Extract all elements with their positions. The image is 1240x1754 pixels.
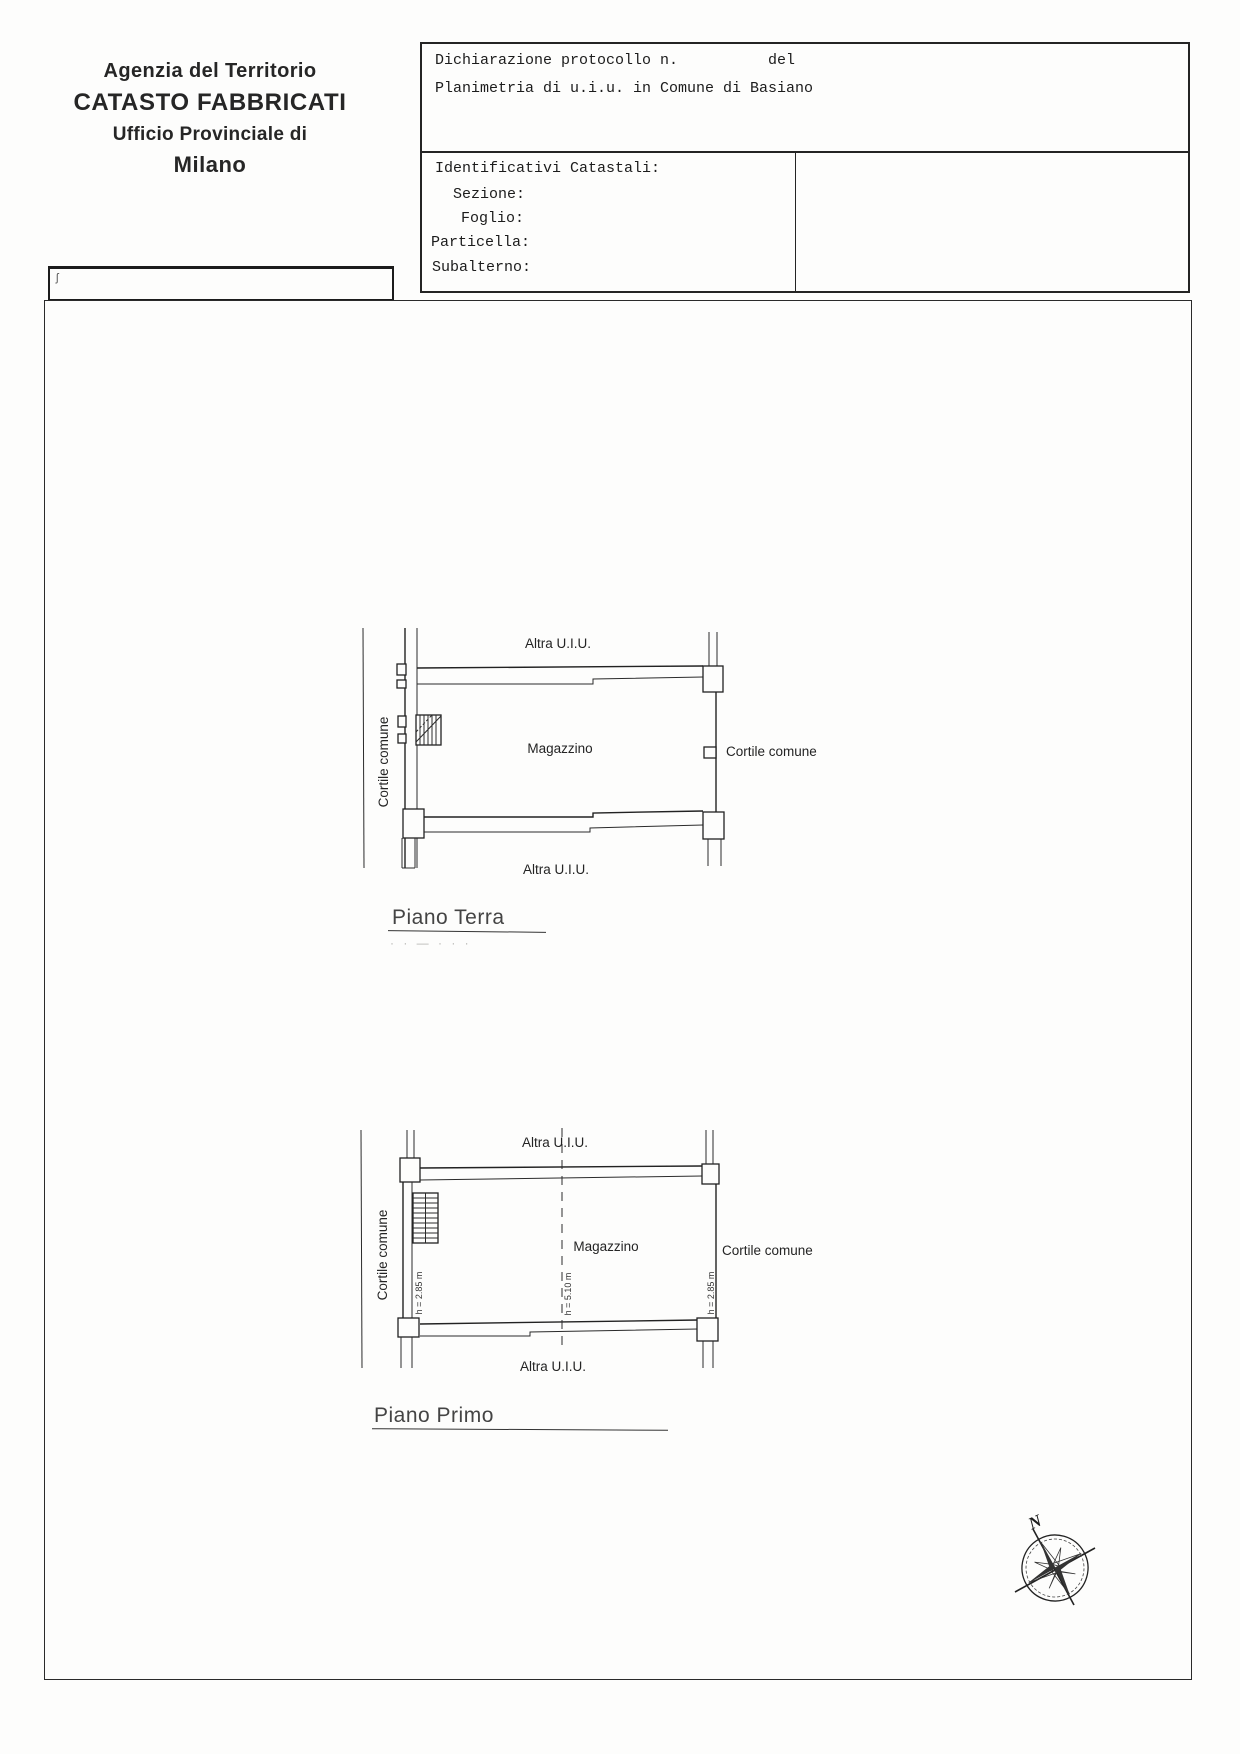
primo-block-bottom-left — [398, 1318, 419, 1337]
primo-cortile-right-label: Cortile comune — [722, 1243, 813, 1258]
piano-primo-title: Piano Primo — [374, 1404, 494, 1427]
primo-bottom-wall-outer — [420, 1320, 698, 1324]
terra-pillar-bottom-right — [703, 812, 724, 839]
primo-height-right: h = 2.85 m — [706, 1271, 716, 1315]
agency-line-4: Milano — [173, 152, 247, 177]
terra-wall-notch-4 — [398, 734, 406, 743]
terra-wall-notch-3 — [398, 716, 406, 727]
primo-strip-below-right — [703, 1341, 713, 1368]
terra-right-door-notch — [704, 747, 716, 758]
terra-stairs — [416, 715, 441, 745]
primo-stairs — [413, 1193, 438, 1243]
terra-boundary-line — [363, 628, 364, 868]
agency-line-1: Agenzia del Territorio — [103, 60, 317, 82]
primo-strip-below-left — [401, 1337, 412, 1368]
agency-header — [40, 60, 380, 178]
primo-room-label: Magazzino — [573, 1239, 639, 1254]
agency-line-2: CATASTO FABBRICATI — [73, 89, 347, 116]
terra-block-bottom-left — [403, 809, 424, 838]
terra-strip-above-pillar — [709, 632, 717, 666]
primo-left-junction-block — [400, 1158, 420, 1182]
primo-altra-top-label: Altra U.I.U. — [521, 1135, 589, 1150]
piano-terra-cropped-text: · · — · · · — [390, 936, 472, 945]
piano-terra-plan — [340, 620, 860, 890]
terra-bottom-wall-inner — [424, 825, 703, 832]
primo-bottom-wall-inner — [420, 1329, 698, 1336]
terra-cortile-left-label: Cortile comune — [376, 716, 391, 808]
terra-pillar-top-right — [703, 666, 723, 692]
terra-altra-bottom-label: Altra U.I.U. — [522, 862, 590, 877]
primo-boundary-line — [361, 1130, 362, 1368]
protocol-del-label: del — [768, 52, 796, 69]
primo-pillar-bottom-right — [697, 1318, 718, 1341]
identifiers-divider — [795, 153, 796, 291]
identifiers-subalterno: Subalterno: — [432, 259, 532, 276]
terra-wall-notch-2 — [397, 680, 406, 688]
primo-cortile-left-label: Cortile comune — [375, 1209, 390, 1301]
primo-altra-bottom-label: Altra U.I.U. — [519, 1359, 587, 1374]
drawing-frame — [44, 300, 1192, 1680]
declaration-box — [420, 42, 1190, 152]
piano-terra-title: Piano Terra — [392, 906, 505, 929]
identifiers-particella: Particella: — [431, 234, 531, 251]
terra-top-wall-outer — [417, 666, 703, 668]
terra-wall-notch-1 — [397, 664, 406, 675]
compass-star — [1010, 1523, 1100, 1613]
agency-line-3: Ufficio Provinciale di — [112, 124, 308, 145]
terra-cortile-right-label: Cortile comune — [726, 744, 817, 759]
cadastral-identifiers-box — [420, 152, 1190, 293]
identifiers-foglio: Foglio: — [461, 210, 525, 227]
terra-strip-below-right — [708, 839, 721, 866]
piano-primo-plan — [340, 1120, 860, 1380]
primo-height-left: h = 2.85 m — [414, 1271, 424, 1315]
terra-room-label: Magazzino — [527, 741, 593, 756]
terra-bottom-wall-outer — [424, 811, 703, 817]
primo-top-wall-inner — [420, 1176, 702, 1180]
terra-top-wall-inner — [417, 677, 703, 684]
identifiers-sezione: Sezione: — [453, 186, 526, 203]
identifiers-title: Identificativi Catastali: — [435, 160, 661, 177]
corner-mark: ʃ — [56, 272, 59, 284]
primo-height-center: h = 5.10 m — [563, 1272, 573, 1316]
primo-left-strip-top — [407, 1130, 414, 1158]
primo-pillar-top-right — [702, 1164, 719, 1184]
protocol-label: Dichiarazione protocollo n. — [435, 52, 679, 69]
left-thin-box — [48, 266, 394, 301]
compass-north-label: N — [1025, 1510, 1045, 1534]
primo-top-wall-outer — [420, 1166, 702, 1168]
terra-altra-top-label: Altra U.I.U. — [524, 636, 592, 651]
terra-strip-below-left — [402, 838, 415, 868]
primo-strip-above-pillar — [706, 1130, 713, 1164]
compass-rose — [1000, 1498, 1120, 1623]
planimetria-label: Planimetria di u.i.u. in Comune di Basiano — [435, 80, 814, 97]
